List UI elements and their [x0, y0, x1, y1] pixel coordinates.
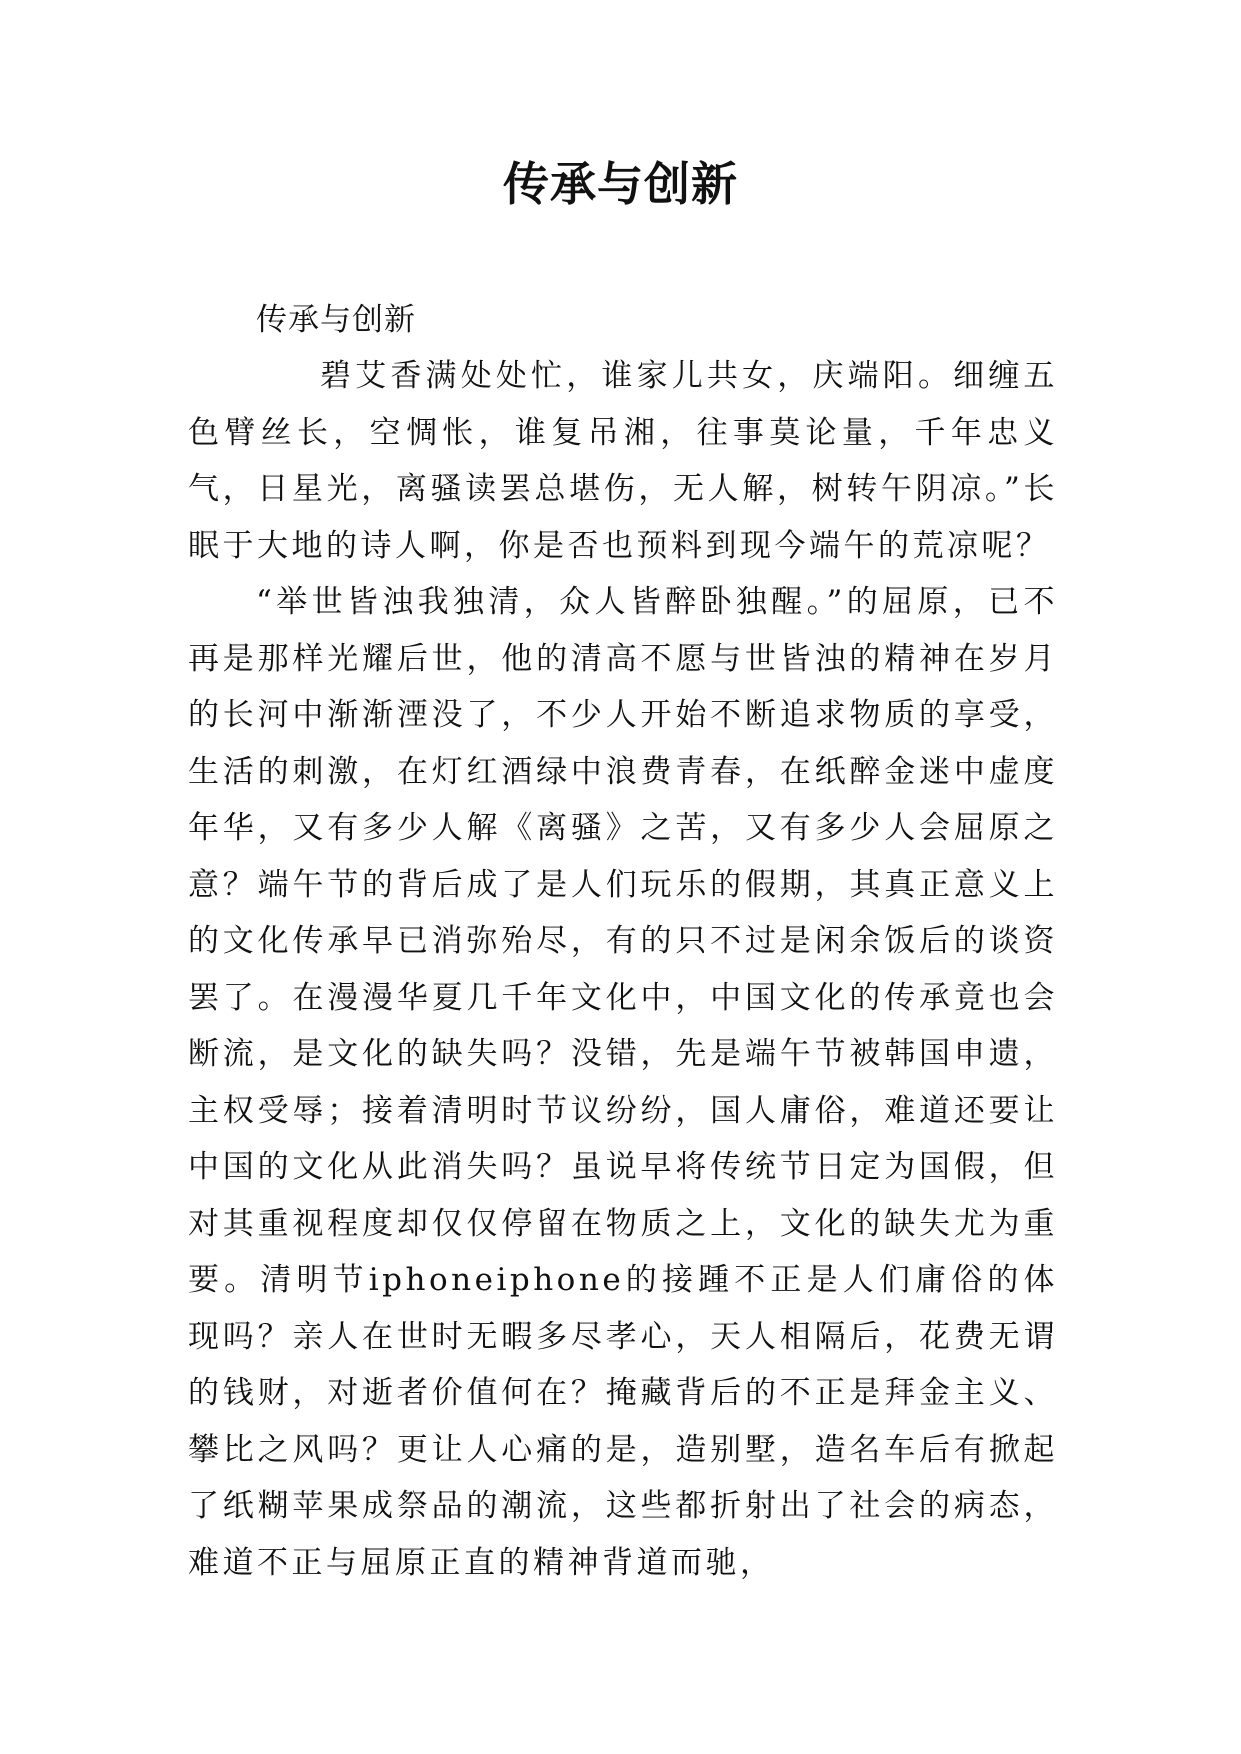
document-title: 传承与创新: [503, 157, 738, 211]
document-body: [188, 292, 1058, 1591]
paragraph-1: 碧艾香满处处忙，谁家儿共女，庆端阳。细缠五色臂丝长，空惆怅，谁复吊湘，往事莫论量，千年忠义气，日星光，离骚读罢总堪伤，无人解，树转午阴凉。”长眠于大地的诗人啊，你是否也预料到现今端午的荒凉呢？: [188, 358, 1058, 564]
paragraph-2: “举世皆浊我独清，众人皆醉卧独醒。”的屈原，已不再是那样光耀后世，他的清高不愿与世皆浊的精神在岁月的长河中渐渐湮没了，不少人开始不断追求物质的享受，生活的刺激，在灯红酒绿中浪费青春，在纸醉金迷中虚度年华，又有多少人解《离骚》之苦，又有多少人会屈原之意？端午节的背后成了是人们玩乐的假期，其真正意义上的文化传承早已消弥殆尽，有的只不过是闲余饭后的谈资罢了。在漫漫华夏几千年文化中，中国文化的传承竟也会断流，是文化的缺失吗？没错，先是端午节被韩国申遗，主权受辱；接着清明时节议纷纷，国人庸俗，难道还要让中国的文化从此消失吗？虽说早将传统节日定为国假，但对其重视程度却仅仅停留在物质之上，文化的缺失尤为重要。清明节iphoneiphone的接踵不正是人们庸俗的体现吗？亲人在世时无暇多尽孝心，天人相隔后，花费无谓的钱财，对逝者价值何在？掩藏背后的不正是拜金主义、攀比之风吗？更让人心痛的是，造别墅，造名车后有掀起了纸糊苹果成祭品的潮流，这些都折射出了社会的病态，难道不正与屈原正直的精神背道而驰，: [188, 584, 1058, 1581]
document-subheading: 传承与创新: [256, 302, 416, 338]
